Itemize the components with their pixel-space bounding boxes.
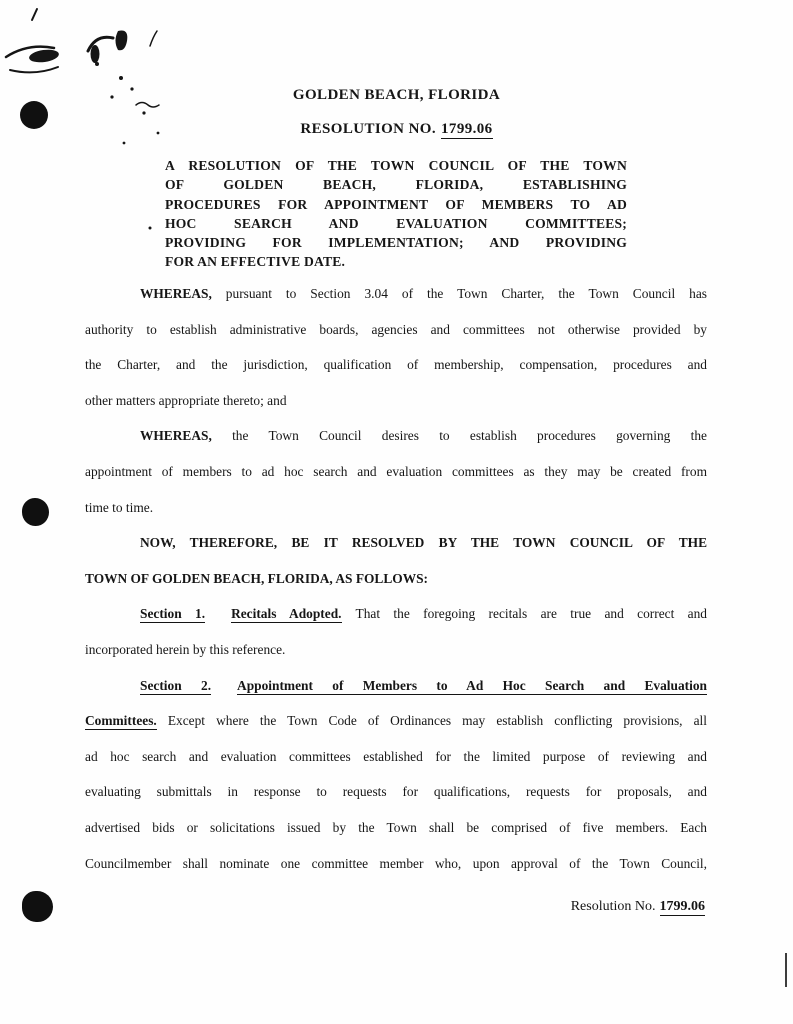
footer-resolution-number: 1799.06 [659,899,705,914]
body-line [85,276,707,312]
body-line [85,454,707,490]
body-text-segment: Section 2. [140,677,212,693]
body-text-segment: pursuant to Section 3.04 of the Town Charter, the Town Council has [211,286,707,301]
body-text-segment: NOW, THEREFORE, BE IT RESOLVED BY THE TOWN COUNCIL OF THE [140,535,707,551]
body-line [85,383,707,419]
body-text-segment: ad hoc search and evaluation committees established for the limited purpose of reviewing and [85,748,707,764]
body-text-segment: Appointment of Members to Ad Hoc Search and Evaluation [237,677,707,693]
body-line [85,312,707,348]
heading-line: FOR AN EFFECTIVE DATE. [165,254,346,270]
body-text-segment: advertised bids or solicitations issued by the Town shall be comprised of five members. Each [85,819,707,835]
body-text-segment: the Town Council desires to establish procedures governing the [211,428,707,444]
body-text-segment: time to time. [85,499,154,515]
resolution-number: 1799.06 [441,121,493,137]
body-line [85,525,707,561]
body-text-segment: Committees. [85,713,157,729]
body-line [85,596,707,632]
body-text-segment: Councilmember shall nominate one committee member who, upon approval of the Town Council, [85,855,707,871]
body-text-segment: the Charter, and the jurisdiction, qualification of membership, compensation, procedures and [85,357,707,373]
resolution-number-line [0,121,793,138]
body-line [85,561,707,597]
heading-line: PROVIDING FOR IMPLEMENTATION; AND PROVIDING [165,235,627,251]
body-line [85,632,707,668]
body-text-segment: Recitals Adopted. [231,606,342,622]
body-line [85,490,707,526]
body-text-segment: authority to establish administrative boards, agencies and committees not otherwise provided by [85,321,707,337]
body-line [85,668,707,704]
punch-hole-mark [22,498,49,526]
document-title: GOLDEN BEACH, FLORIDA [292,87,501,103]
body-line [85,703,707,739]
body-line [85,418,707,454]
body-line [85,810,707,846]
body-line [85,846,707,882]
body-text-segment: WHEREAS, [140,428,212,444]
footer-label: Resolution No. [570,899,656,914]
heading-line: A RESOLUTION OF THE TOWN COUNCIL OF THE TOWN [165,158,627,173]
body-line [85,347,707,383]
body-text-segment: TOWN OF GOLDEN BEACH, FLORIDA, AS FOLLOWS: [85,570,428,586]
body-line [85,774,707,810]
body-text-segment: Section 1. [140,606,206,622]
body-text-segment: incorporated herein by this reference. [85,641,286,657]
body-text-segment: That the foregoing recitals are true and correct and [355,606,707,622]
resolution-body [85,276,707,881]
heading-line: HOC SEARCH AND EVALUATION COMMITTEES; [165,215,627,231]
body-text-segment: evaluating submittals in response to requests for qualifications, requests for proposals, and [85,784,707,800]
page-footer-reference [571,899,705,915]
body-text-segment: WHEREAS, [140,286,212,301]
scan-streak-artifact [785,953,787,987]
body-text-segment: other matters appropriate thereto; and [85,392,287,408]
body-text-segment: Except where the Town Code of Ordinances may establish conflicting provisions, all [156,713,707,729]
heading-line: OF GOLDEN BEACH, FLORIDA, ESTABLISHING [165,177,627,193]
body-line [85,739,707,775]
punch-hole-mark [22,891,53,922]
resolution-label: RESOLUTION NO. [300,121,437,137]
body-text-segment: appointment of members to ad hoc search and evaluation committees as they may be created from [85,463,707,479]
resolution-heading [165,156,627,272]
heading-line: PROCEDURES FOR APPOINTMENT OF MEMBERS TO AD [165,196,627,212]
